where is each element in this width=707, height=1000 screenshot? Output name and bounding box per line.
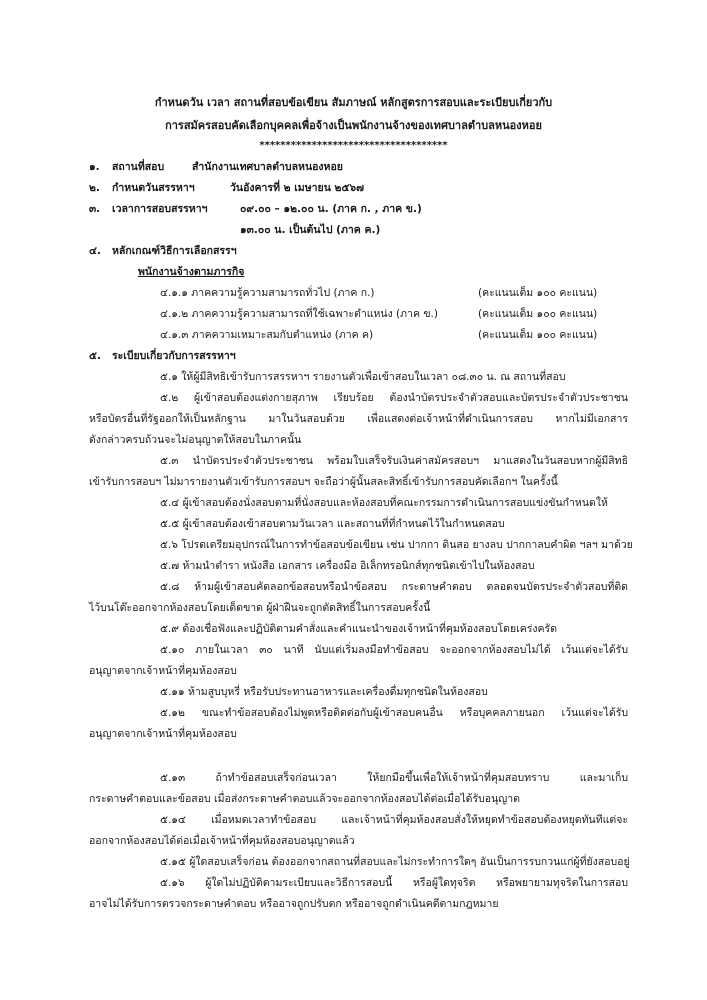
rule-5-12-line-1: ๕.๑๒ ขณะทำข้อสอบต้องไม่พูดหรือติดต่อกับผู้เข้าสอบคนอื่น หรือบุคคลภายนอก เว้นแต่จะได้รับ <box>160 707 628 719</box>
criteria-row-3-score: (คะแนนเต็ม ๑๐๐ คะแนน) <box>478 329 598 341</box>
rule-5-2-line-1: ๕.๒ ผู้เข้าสอบต้องแต่งกายสุภาพ เรียบร้อย ต้องนำบัตรประจำตัวสอบและบัตรประจำตัวประชาชน <box>160 392 628 404</box>
rule-5-8-line-2: ไว้บนโต๊ะออกจากห้องสอบโดยเด็ดขาด ผู้ฝ่าฝืนจะถูกตัดสิทธิ์ในการสอบครั้งนี้ <box>89 602 431 614</box>
item-5-num: ๕. <box>89 350 101 362</box>
rule-5-11: ๕.๑๑ ห้ามสูบบุหรี่ หรือรับประทานอาหารและเครื่องดื่มทุกชนิดในห้องสอบ <box>160 686 488 698</box>
criteria-row-2-score: (คะแนนเต็ม ๑๐๐ คะแนน) <box>478 308 598 320</box>
rule-5-4: ๕.๔ ผู้เข้าสอบต้องนั่งสอบตามที่นั่งสอบและห้องสอบที่คณะกรรมการดำเนินการสอบแข่งขันกำหนดให้ <box>160 497 608 509</box>
rule-5-3-line-2: เข้ารับการสอบฯ ไม่มารายงานตัวเข้ารับการสอบฯ จะถือว่าผู้นั้นสละสิทธิ์เข้ารับการสอบคัดเลือกฯ ในครั้งนี้ <box>89 476 558 488</box>
rule-5-2-line-2: หรือบัตรอื่นที่รัฐออกให้เป็นหลักฐาน มาในวันสอบด้วย เพื่อแสดงต่อเจ้าหน้าที่ดำเนินการสอบ หากไม่มีเอกสาร <box>89 413 628 425</box>
rule-5-3-line-1: ๕.๓ นำบัตรประจำตัวประชาชน พร้อมใบเสร็จรับเงินค่าสมัครสอบฯ มาแสดงในวันสอบหากผู้มีสิทธิ <box>160 455 628 467</box>
rule-5-9: ๕.๙ ต้องเชื่อฟังและปฏิบัติตามคำสั่งและคำแนะนำของเจ้าหน้าที่คุมห้องสอบโดยเคร่งครัด <box>160 623 558 635</box>
rule-5-2-line-3: ดังกล่าวครบถ้วนจะไม่อนุญาตให้สอบในภาคนั้น <box>89 434 302 446</box>
item-3-num: ๓. <box>89 203 101 215</box>
rule-5-13-line-1: ๕.๑๓ ถ้าทำข้อสอบเสร็จก่อนเวลา ให้ยกมือขึ้นเพื่อให้เจ้าหน้าที่คุมสอบทราบ และมาเก็บ <box>160 772 628 784</box>
title-line-2: การสมัครสอบคัดเลือกบุคคลเพื่อจ้างเป็นพนักงานจ้างของเทศบาลตำบลหนองหอย <box>165 119 542 132</box>
rule-5-1: ๕.๑ ให้ผู้มีสิทธิเข้ารับการสรรหาฯ รายงานตัวเพื่อเข้าสอบในเวลา ๐๘.๓๐ น. ณ สถานที่สอบ <box>160 371 566 383</box>
rule-5-14-line-2: ออกจากห้องสอบได้ต่อเมื่อเจ้าหน้าที่คุมห้องสอบอนุญาตแล้ว <box>89 835 355 847</box>
item-3-value-2: ๑๓.๐๐ น. เป็นต้นไป (ภาค ค.) <box>240 224 381 236</box>
criteria-row-2: ๔.๑.๒ ภาคความรู้ความสามารถที่ใช้เฉพาะตำแหน่ง (ภาค ข.) <box>160 308 438 320</box>
rule-5-6: ๕.๖ โปรดเตรียมอุปกรณ์ในการทำข้อสอบข้อเขียน เช่น ปากกา ดินสอ ยางลบ ปากกาลบคำผิด ฯลฯ มาด้วย <box>160 539 633 551</box>
rule-5-10-line-1: ๕.๑๐ ภายในเวลา ๓๐ นาที นับแต่เริ่มลงมือทำข้อสอบ จะออกจากห้องสอบไม่ได้ เว้นแต่จะได้รับ <box>160 644 628 656</box>
rule-5-16-line-2: อาจไม่ได้รับการตรวจกระดาษคำตอบ หรืออาจถูกปรับตก หรืออาจถูกดำเนินคดีตามกฎหมาย <box>89 898 499 910</box>
rule-5-8-line-1: ๕.๘ ห้ามผู้เข้าสอบคัดลอกข้อสอบหรือนำข้อสอบ กระดาษคำตอบ ตลอดจนบัตรประจำตัวสอบที่ติด <box>160 581 628 593</box>
rule-5-7: ๕.๗ ห้ามนำตำรา หนังสือ เอกสาร เครื่องมือ อิเล็กทรอนิกส์ทุกชนิดเข้าไปในห้องสอบ <box>160 560 535 572</box>
rule-5-5: ๕.๕ ผู้เข้าสอบต้องเข้าสอบตามวันเวลา และสถานที่ที่กำหนดไว้ในกำหนดสอบ <box>160 518 505 530</box>
item-1-num: ๑. <box>89 161 100 173</box>
item-1-label: สถานที่สอบ <box>112 161 165 173</box>
item-2-label: กำหนดวันสรรหาฯ <box>112 182 195 194</box>
item-2-num: ๒. <box>89 182 100 194</box>
rule-5-14-line-1: ๕.๑๔ เมื่อหมดเวลาทำข้อสอบ และเจ้าหน้าที่คุมห้องสอบสั่งให้หยุดทำข้อสอบต้องหยุดทันทีแต่จะ <box>160 814 628 826</box>
criteria-row-1: ๔.๑.๑ ภาคความรู้ความสามารถทั่วไป (ภาค ก.) <box>160 287 375 299</box>
rule-5-13-line-2: กระดาษคำตอบและข้อสอบ เมื่อส่งกระดาษคำตอบแล้วจะออกจากห้องสอบได้ต่อเมื่อได้รับอนุญาต <box>89 793 520 805</box>
item-3-value-1: ๐๙.๐๐ – ๑๒.๐๐ น. (ภาค ก. , ภาค ข.) <box>240 203 422 215</box>
item-1-value: สำนักงานเทศบาลตำบลหนองหอย <box>192 161 343 173</box>
criteria-row-3: ๔.๑.๓ ภาคความเหมาะสมกับตำแหน่ง (ภาค ค) <box>160 329 374 341</box>
title-separator: ************************************ <box>259 140 448 151</box>
item-4-label: หลักเกณฑ์วิธีการเลือกสรรฯ <box>112 245 237 257</box>
rule-5-10-line-2: อนุญาตจากเจ้าหน้าที่คุมห้องสอบ <box>89 665 237 677</box>
rule-5-16-line-1: ๕.๑๖ ผู้ใดไม่ปฏิบัติตามระเบียบและวิธีการสอบนี้ หรือผู้ใดทุจริต หรือพยายามทุจริตในการสอบ <box>160 877 628 889</box>
item-4-num: ๔. <box>89 245 101 257</box>
item-5-label: ระเบียบเกี่ยวกับการสรรหาฯ <box>112 350 236 362</box>
criteria-row-1-score: (คะแนนเต็ม ๑๐๐ คะแนน) <box>478 287 598 299</box>
rule-5-12-line-2: อนุญาตจากเจ้าหน้าที่คุมห้องสอบ <box>89 728 237 740</box>
item-3-label: เวลาการสอบสรรหาฯ <box>112 203 208 215</box>
criteria-subheading: พนักงานจ้างตามภารกิจ <box>138 266 245 278</box>
item-2-value: วันอังคารที่ ๒ เมษายน ๒๕๖๗ <box>230 182 364 194</box>
title-line-1: กำหนดวัน เวลา สถานที่สอบข้อเขียน สัมภาษณ์ หลักสูตรการสอบและระเบียบเกี่ยวกับ <box>154 96 553 109</box>
rule-5-15: ๕.๑๕ ผู้ใดสอบเสร็จก่อน ต้องออกจากสถานที่สอบและไม่กระทำการใดๆ อันเป็นการรบกวนแก่ผู้ที่ยังสอบอยู่ <box>160 856 630 868</box>
